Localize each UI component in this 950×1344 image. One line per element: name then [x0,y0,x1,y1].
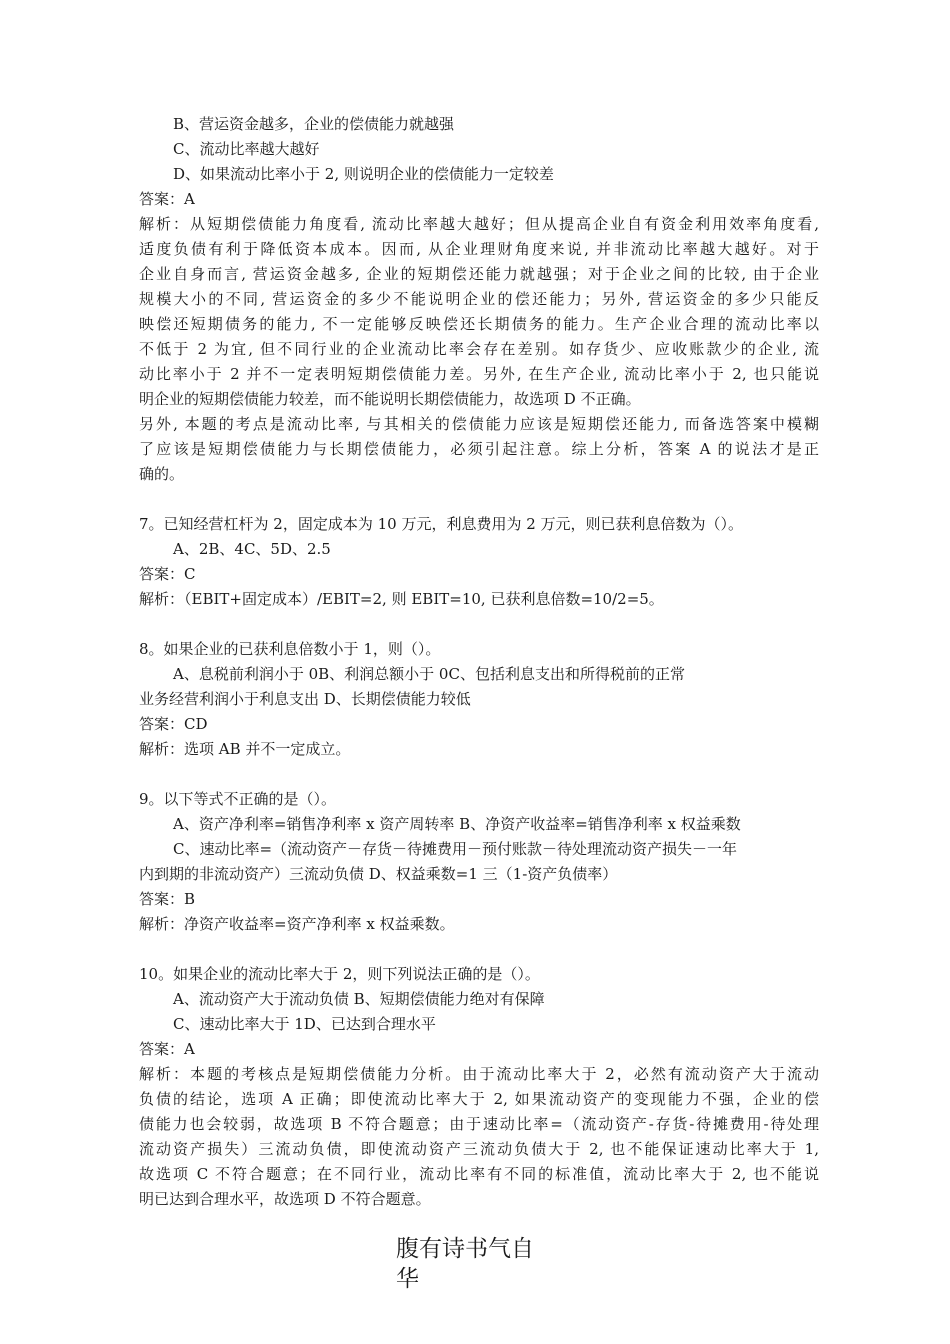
q10-options-line: A、流动资产大于流动负债 B、短期偿债能力绝对有保障 [173,990,545,1008]
q7-question: 7。已知经营杠杆为 2，固定成本为 10 万元，利息费用为 2 万元，则已获利息倍数为（）。 [139,515,744,533]
q6-analysis-line: 企业自身而言, 营运资金越多, 企业的短期偿还能力就越强；对于企业之间的比较, 由于企业 [139,265,819,283]
q9-answer: 答案：B [139,890,196,908]
q6-answer: 答案：A [139,190,195,208]
q7-analysis: 解析：（EBIT+固定成本）/EBIT=2, 则 EBIT=10, 已获利息倍数=10/2=5。 [139,590,664,608]
q10-question: 10。如果企业的流动比率大于 2，则下列说法正确的是（）。 [139,965,540,983]
q10-answer: 答案：A [139,1040,195,1058]
q6-analysis-line: 解析：从短期偿债能力角度看, 流动比率越大越好；但从提高企业自有资金利用效率角度看, [139,215,819,233]
q6-option-b: B、营运资金越多，企业的偿债能力就越强 [173,115,455,133]
q6-analysis-line: 了应该是短期偿债能力与长期偿债能力，必须引起注意。综上分析，答案 A 的说法才是正 [139,440,819,458]
q8-answer: 答案：CD [139,715,208,733]
q8-options-line: 业务经营利润小于利息支出 D、长期偿债能力较低 [139,690,471,708]
q9-options-line: 内到期的非流动资产）三流动负债 D、权益乘数=1 三（1-资产负债率） [139,865,618,883]
q10-analysis-line: 债能力也会较弱，故选项 B 不符合题意；由于速动比率=（流动资产-存货-待摊费用-待处理 [139,1115,819,1133]
q9-analysis: 解析：净资产收益率=资产净利率 x 权益乘数。 [139,915,455,933]
q10-analysis-line: 故选项 C 不符合题意；在不同行业，流动比率有不同的标准值，流动比率大于 2, 也不能说 [139,1165,819,1183]
q10-analysis-line: 负债的结论，选项 A 正确；即使流动比率大于 2, 如果流动资产的变现能力不强，企业的偿 [139,1090,819,1108]
q7-options: A、2B、4C、5D、2.5 [173,540,331,558]
spacer [139,612,819,637]
document-body [139,112,819,1212]
q9-options-line: A、资产净利率=销售净利率 x 资产周转率 B、净资产收益率=销售净利率 x 权益乘数 [173,815,741,833]
q10-analysis-line: 明已达到合理水平，故选项 D 不符合题意。 [139,1190,431,1208]
spacer [139,487,819,512]
q10-options-line: C、速动比率大于 1D、已达到合理水平 [173,1015,436,1033]
q6-analysis-line: 确的。 [139,465,185,483]
q6-analysis-line: 适度负债有利于降低资本成本。因而, 从企业理财角度来说, 并非流动比率越大越好。对于 [139,240,819,258]
q9-question: 9。以下等式不正确的是（）。 [139,790,337,808]
q6-analysis-line: 动比率小于 2 并不一定表明短期偿债能力差。另外, 在生产企业, 流动比率小于 2, 也只能说 [139,365,819,383]
q6-option-d: D、如果流动比率小于 2, 则说明企业的偿债能力一定较差 [173,165,554,183]
q10-analysis-line: 解析：本题的考核点是短期偿债能力分析。由于流动比率大于 2，必然有流动资产大于流动 [139,1065,819,1083]
q6-analysis-line: 规模大小的不同, 营运资金的多少不能说明企业的偿还能力；另外, 营运资金的多少只能反 [139,290,819,308]
q8-options-line: A、息税前利润小于 0B、利润总额小于 0C、包括利息支出和所得税前的正常 [173,665,685,683]
q10-analysis-line: 流动资产损失）三流动负债，即使流动资产三流动负债大于 2, 也不能保证速动比率大于 1, [139,1140,819,1158]
q6-analysis-line: 映偿还短期债务的能力, 不一定能够反映偿还长期债务的能力。生产企业合理的流动比率以 [139,315,819,333]
q6-analysis-line: 另外, 本题的考点是流动比率, 与其相关的偿债能力应该是短期偿还能力, 而备选答案中模糊 [139,415,819,433]
footer-motto [396,1234,556,1294]
q7-answer: 答案：C [139,565,196,583]
q6-analysis-line: 不低于 2 为宜, 但不同行业的企业流动比率会存在差别。如存货少、应收账款少的企业, 流 [139,340,819,358]
spacer [139,937,819,962]
q6-option-c: C、流动比率越大越好 [173,140,320,158]
q6-analysis-line: 明企业的短期偿债能力较差，而不能说明长期偿债能力，故选项 D 不正确。 [139,390,641,408]
spacer [139,762,819,787]
q8-analysis: 解析：选项 AB 并不一定成立。 [139,740,351,758]
q9-options-line: C、速动比率=（流动资产－存货－待摊费用－预付账款－待处理流动资产损失－一年 [173,840,738,858]
footer-motto-line: 腹有诗书气自 [396,1236,534,1262]
q8-question: 8。如果企业的已获利息倍数小于 1，则（）。 [139,640,441,658]
footer-motto-line: 华 [396,1266,419,1292]
